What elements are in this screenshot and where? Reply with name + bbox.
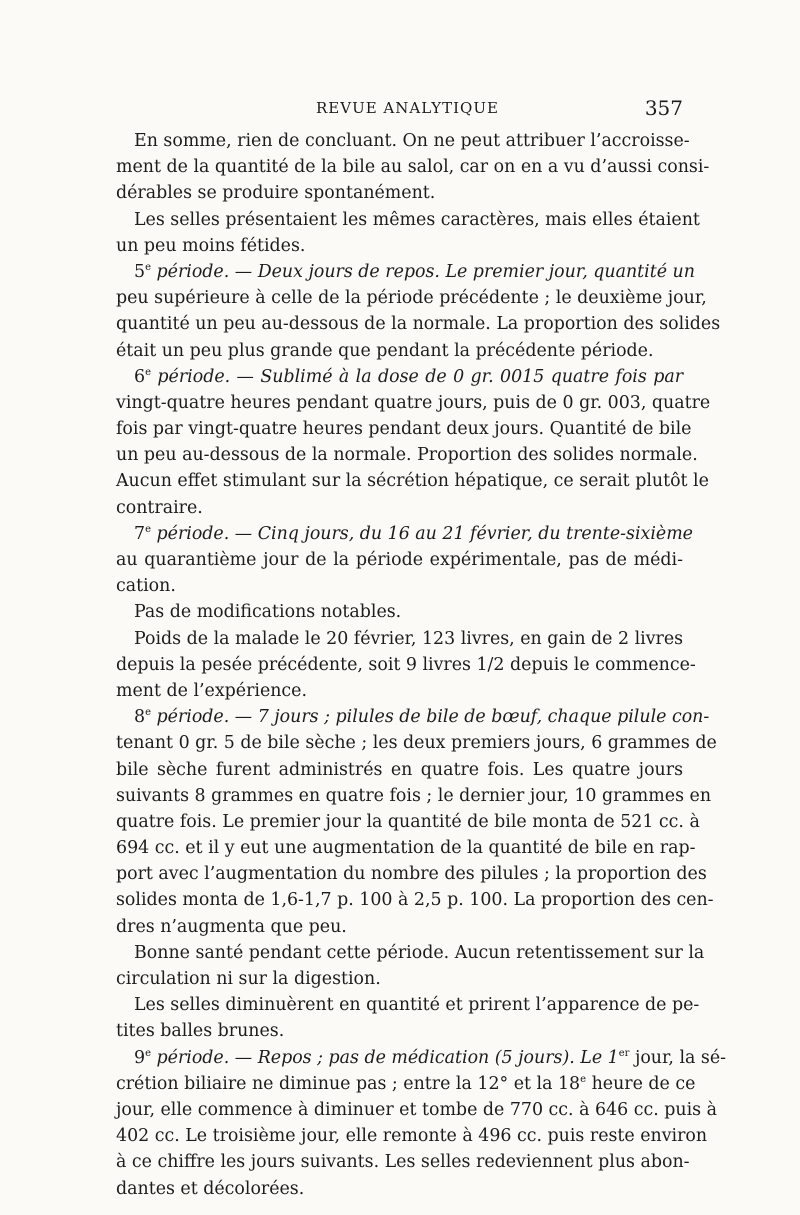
text-line: Pas de modifications notables.	[134, 602, 402, 623]
text-line: ment de la quantité de la bile au salol, car on en a vu d’aussi consi-	[116, 157, 710, 178]
page-number: 357	[644, 96, 683, 120]
text-line: jour, elle commence à diminuer et tombe de 770 cc. à 646 cc. puis à	[116, 1099, 717, 1120]
period-text: période. — Deux jours de repos. Le premier jour, quantité un	[156, 261, 695, 282]
text-line: Les selles présentaient les mêmes caractères, mais elles étaient	[134, 209, 700, 230]
text-line: fois par vingt-quatre heures pendant deux jours. Quantité de bile	[116, 419, 692, 440]
text-line: vingt-quatre heures pendant quatre jours, puis de 0 gr. 003, quatre	[116, 392, 711, 413]
text-line: dérables se produire spontanément.	[116, 183, 436, 204]
period-ordinal: 5	[134, 261, 146, 282]
period-ordinal-sup: e	[145, 1047, 151, 1059]
period-text: période. — 7 jours ; pilules de bile de bœuf, chaque pilule con-	[156, 707, 710, 728]
text-line: ment de l’expérience.	[116, 680, 307, 701]
period-text: période. — Repos ; pas de médication (5 jours). Le 1	[156, 1047, 619, 1068]
body-text	[116, 128, 727, 1202]
text-line: Bonne santé pendant cette période. Aucun retentissement sur la	[134, 942, 705, 963]
text-line: En somme, rien de concluant. On ne peut attribuer l’accroisse-	[134, 131, 690, 151]
text-line: un peu au-dessous de la normale. Proportion des solides normale.	[116, 445, 698, 466]
text-line	[116, 364, 683, 390]
text-line: dres n’augmenta que peu.	[116, 916, 347, 937]
text-line: au quarantième jour de la période expérimentale, pas de médi-	[116, 550, 683, 570]
period-ordinal: 8	[134, 707, 146, 728]
text-fragment: jour, la sé-	[629, 1047, 727, 1068]
text-line: suivants 8 grammes en quatre fois ; le dernier jour, 10 grammes en	[116, 785, 712, 806]
period-text: période. — Cinq jours, du 16 au 21 février, du trente-sixième	[156, 523, 693, 544]
text-line: peu supérieure à celle de la période précédente ; le deuxième jour,	[116, 288, 707, 309]
text-line: solides monta de 1,6-1,7 p. 100 à 2,5 p. 100. La proportion des cen-	[116, 890, 714, 911]
text-line: bile sèche furent administrés en quatre fois. Les quatre jours	[116, 759, 683, 780]
period-text: période. — Sublimé à la dose de 0 gr. 0015 quatre fois par	[157, 366, 684, 387]
period-ordinal: 7	[134, 523, 146, 544]
period-ordinal-sup: e	[145, 524, 151, 536]
text-line: contraire.	[116, 497, 203, 518]
text-line: 694 cc. et il y eut une augmentation de la quantité de bile en rap-	[116, 838, 696, 859]
text-line: depuis la pesée précédente, soit 9 livres 1/2 depuis le commence-	[116, 654, 696, 675]
text-line: Aucun effet stimulant sur la sécrétion hépatique, ce serait plutôt le	[116, 471, 709, 492]
text-line	[116, 521, 693, 547]
text-fragment: heure de ce	[586, 1073, 696, 1094]
period-ordinal: 6	[134, 366, 146, 387]
text-line: cation.	[116, 576, 176, 597]
text-line: Les selles diminuèrent en quantité et prirent l’apparence de pe-	[134, 995, 700, 1016]
text-line	[116, 1071, 696, 1097]
period-ordinal: 9	[134, 1047, 146, 1068]
text-line: était un peu plus grande que pendant la précédente période.	[116, 340, 654, 361]
text-line	[116, 259, 695, 285]
text-line: un peu moins fétides.	[116, 235, 306, 256]
text-line: quatre fois. Le premier jour la quantité de bile monta de 521 cc. à	[116, 811, 700, 832]
ordinal-sup: er	[618, 1047, 630, 1059]
period-ordinal-sup: e	[145, 707, 151, 719]
running-title: REVUE ANALYTIQUE	[316, 99, 499, 117]
text-line: quantité un peu au-dessous de la normale. La proportion des solides	[116, 314, 721, 335]
text-line: Poids de la malade le 20 février, 123 livres, en gain de 2 livres	[134, 628, 684, 649]
text-line: dantes et décolorées.	[116, 1178, 305, 1199]
period-ordinal-sup: e	[145, 366, 151, 378]
text-line	[116, 1045, 727, 1071]
text-line: 402 cc. Le troisième jour, elle remonte à 496 cc. puis reste environ	[116, 1126, 708, 1147]
text-fragment: crétion biliaire ne diminue pas ; entre la 12° et la 18	[116, 1073, 581, 1094]
period-ordinal-sup: e	[145, 262, 151, 274]
ordinal-sup: e	[580, 1073, 587, 1085]
text-line: tites balles brunes.	[116, 1021, 285, 1042]
text-line: circulation ni sur la digestion.	[116, 969, 381, 989]
text-line: tenant 0 gr. 5 de bile sèche ; les deux premiers jours, 6 grammes de	[116, 733, 717, 754]
text-line: port avec l’augmentation du nombre des pilules ; la proportion des	[116, 864, 707, 885]
text-line: à ce chiffre les jours suivants. Les selles redeviennent plus abon-	[116, 1152, 690, 1173]
text-line	[116, 704, 710, 730]
